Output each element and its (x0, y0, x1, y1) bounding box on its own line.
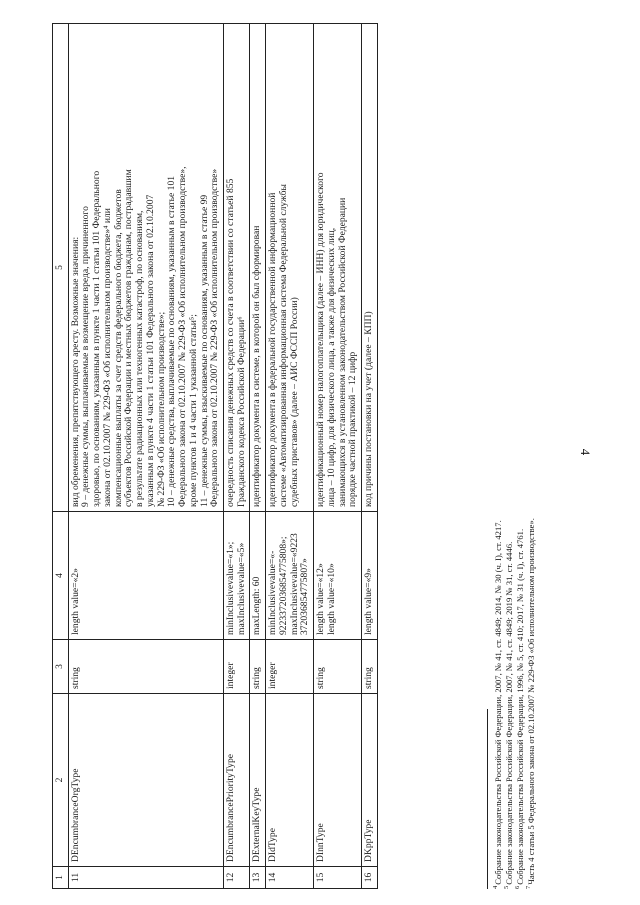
table-row (314, 24, 362, 889)
table-row (362, 24, 378, 889)
base-type-cell: integer (266, 640, 314, 694)
description-cell (250, 24, 266, 512)
cell-line: Федерального закона от 02.10.2007 № 229-ФЗ «Об исполнительном производстве» (209, 168, 221, 507)
row-number-cell: 15 (314, 867, 362, 889)
cell-line: идентификатор документа в федеральной государственной информационной (267, 192, 279, 507)
table-row (224, 24, 250, 889)
cell-line: 9 – денежные суммы, выплачиваемые в возмещение вреда, причиненного (80, 206, 92, 507)
cell-line: системе «Автоматизированная информационная система Федеральной службы (277, 184, 289, 507)
cell-line: 11 – денежные суммы, взыскиваемые по основаниям, указанным в статье 99 (198, 194, 210, 507)
base-type-cell: string (68, 640, 223, 694)
footnote-item (492, 29, 503, 889)
table-row (266, 24, 314, 889)
base-type-cell: string (362, 640, 378, 694)
cell-line: порядке частной практикой – 12 цифр (347, 351, 359, 507)
row-number-cell: 11 (68, 867, 223, 889)
base-type-cell: integer (224, 640, 250, 694)
type-name-cell: DKppType (362, 694, 378, 867)
base-type-cell: string (314, 640, 362, 694)
cell-line: maxInclusivevalue=«5» (235, 542, 247, 635)
cell-line: код причины постановки на учет (далее – КПП) (363, 311, 375, 507)
cell-line: № 229-ФЗ «Об исполнительном производстве»; (155, 311, 167, 507)
cell-line: length value=«2» (69, 568, 81, 635)
cell-line: очередность списания денежных средств со счета в соответствии со статьей 855 (225, 178, 237, 507)
restriction-cell (68, 512, 223, 640)
header-col-5: 5 (53, 24, 69, 512)
cell-line: minInclusivevalue=«- (267, 550, 279, 635)
footnote-divider (487, 709, 488, 889)
cell-line: length value=«10» (325, 563, 337, 635)
footnote-text: Собрание законодательства Российской Федерации, 2007, № 41, ст. 4849; 2014, № 30 (ч. I), ст. 4217. (492, 520, 503, 885)
type-name-cell: DEncumbrancePriorityType (224, 694, 250, 867)
footnote-text: Собрание законодательства Российской Федерации, 2007, № 41, ст. 4849; 2019 № 31, ст. 4446. (503, 541, 514, 885)
footnote-item (525, 29, 536, 889)
base-type-cell: string (250, 640, 266, 694)
table-row (68, 24, 223, 889)
cell-line: занимающихся в установленном законодательством Российской Федерации (336, 197, 348, 507)
header-col-4: 4 (53, 512, 69, 640)
row-number-cell: 13 (250, 867, 266, 889)
footnote-text: Собрание законодательства Российской Федерации, 1996, № 5, ст. 410; 2017, № 31 (ч. I), ст. 4761. (514, 528, 525, 885)
cell-line: 372036854775807» (299, 558, 311, 635)
type-name-cell: DExternalKeyType (250, 694, 266, 867)
description-cell (68, 24, 223, 512)
row-number-cell: 12 (224, 867, 250, 889)
cell-line: length value=«9» (363, 568, 375, 635)
header-col-3: 3 (53, 640, 69, 694)
description-cell (266, 24, 314, 512)
footnote-item (503, 29, 514, 889)
cell-line: в результате радиационных или техногенных катастроф, по основаниям, (134, 210, 146, 507)
row-number-cell: 16 (362, 867, 378, 889)
restriction-cell (250, 512, 266, 640)
cell-line: идентификатор документа в системе, в которой он был сформирован (251, 225, 263, 507)
table-body (68, 24, 377, 889)
footnote-number: 5 (503, 885, 510, 889)
type-name-cell: DIdType (266, 694, 314, 867)
cell-line: лица – 10 цифр, для физического лица, а также для физических лиц, (325, 227, 337, 507)
restriction-cell (266, 512, 314, 640)
cell-line: кроме пунктов 1 и 4 части 1 указанной статьи⁵; (187, 314, 199, 507)
cell-line: компенсационные выплаты за счет средств федерального бюджета, бюджетов (112, 189, 124, 507)
footnote-text: Часть 4 статьи 5 Федерального закона от 02.10.2007 № 229-ФЗ «Об исполнительном производстве». (525, 518, 536, 885)
cell-line: Федерального закона от 02.10.2007 № 229-ФЗ «Об исполнительном производстве», (177, 166, 189, 507)
header-col-2: 2 (53, 694, 69, 867)
footnote-number: 6 (514, 885, 521, 889)
type-name-cell: DInnType (314, 694, 362, 867)
cell-line: идентификационный номер налогоплательщика (далее – ИНН) для юридического (315, 172, 327, 507)
cell-line: указанным в пункте 4 части 1 статьи 101 Федерального закона от 02.10.2007 (144, 194, 156, 507)
cell-line: 9223372036854775808»; (277, 536, 289, 635)
cell-line: 10 – денежные средства, выплачиваемые по основаниям, указанным в статье 101 (166, 175, 178, 507)
footnote-item (514, 29, 525, 889)
description-cell (314, 24, 362, 512)
restriction-cell (362, 512, 378, 640)
footnote-number: 7 (525, 885, 532, 889)
page-number: 4 (578, 448, 593, 456)
rotated-page-content (22, 0, 582, 905)
header-col-1: 1 (53, 867, 69, 889)
footnotes (492, 29, 536, 889)
cell-line: судебных приставов» (далее – АИС ФССП России) (288, 297, 300, 507)
table-header-row (53, 24, 69, 889)
cell-line: закона от 02.10.2007 № 229-ФЗ «Об исполнительном производстве»⁴ или (101, 208, 113, 507)
table-row (250, 24, 266, 889)
footnote-number: 4 (492, 885, 499, 889)
description-cell (362, 24, 378, 512)
cell-line: Гражданского кодекса Российской Федерации⁶ (235, 316, 247, 507)
cell-line: maxLength: 60 (251, 576, 263, 635)
row-number-cell: 14 (266, 867, 314, 889)
cell-line: minInclusivevalue=«1»; (225, 541, 237, 635)
cell-line: length value=«12» (315, 563, 327, 635)
type-name-cell: DEncumbranceOrgType (68, 694, 223, 867)
restriction-cell (314, 512, 362, 640)
cell-line: maxInclusivevalue=«9223 (288, 533, 300, 635)
cell-line: вид обременения, препятствующего аресту. Возможные значения: (69, 236, 81, 507)
data-types-table (52, 23, 378, 889)
restriction-cell (224, 512, 250, 640)
cell-line: здоровью, по основаниям, указанным в пункте 1 части 1 статьи 101 Федерального (91, 170, 103, 507)
description-cell (224, 24, 250, 512)
cell-line: субъектов Российской Федерации и местных бюджетов гражданам, пострадавшим (123, 169, 135, 507)
